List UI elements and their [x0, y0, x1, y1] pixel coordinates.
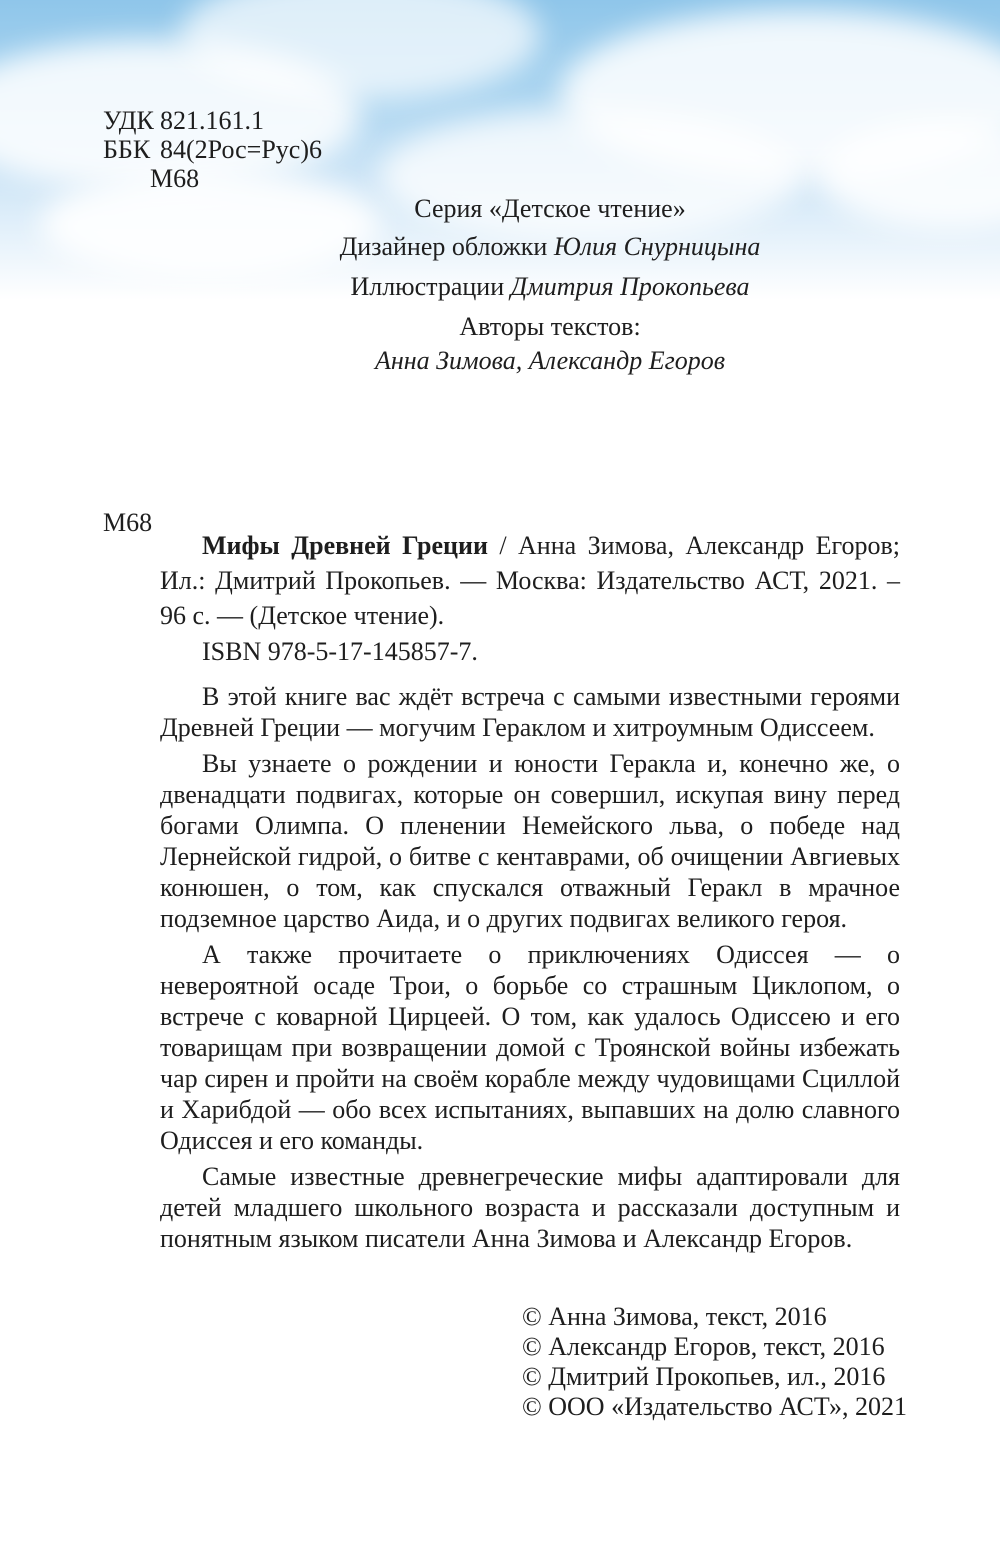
- copyright-line: © Дмитрий Прокопьев, ил., 2016: [522, 1362, 886, 1391]
- copyright-line: © Анна Зимова, текст, 2016: [522, 1302, 827, 1331]
- bibliographic-details: / Анна Зимова, Александр Егоров; Ил.: Дмитрий Прокопьев. — Москва: Издательство АСТ, 2021. – 96 с. — (Детское чтение).: [160, 531, 900, 630]
- abstract: [160, 681, 900, 1259]
- illustrator-name: Дмитрия Прокопьева: [510, 272, 750, 301]
- udk-label: УДК: [103, 106, 154, 135]
- copyright-line: © Александр Егоров, текст, 2016: [522, 1332, 885, 1361]
- author-mark-bibliography: М68: [103, 508, 153, 537]
- authors-label: Авторы текстов:: [459, 312, 641, 341]
- abstract-paragraph: Вы узнаете о рождении и юности Геракла и, конечно же, о двенадцати подвигах, которые он совершил, искупая вину перед богами Олимпа. О пленении Немейского льва, о победе над Лернейской гидрой, о битве с кентаврами, об очищении Авгиевых конюшен, о том, как спускался отважный Геракл в мрачное подземное царство Аида, и о других подвигах великого героя.: [160, 749, 900, 933]
- book-title: Мифы Древней Греции: [202, 531, 488, 560]
- abstract-paragraph: Самые известные древнегреческие мифы адаптировали для детей младшего школьного возраста и рассказали доступным и понятным языком писатели Анна Зимова и Александр Егоров.: [160, 1162, 900, 1253]
- cloud: [40, 170, 380, 280]
- cover-designer-name: Юлия Снурницына: [553, 232, 761, 261]
- cover-designer-label: Дизайнер обложки: [339, 232, 548, 261]
- series-line: Серия «Детское чтение»: [414, 194, 686, 223]
- bbk-value: 84(2Рос=Рус)6: [160, 135, 322, 164]
- isbn: ISBN 978-5-17-145857-7.: [202, 637, 478, 666]
- authors-names: Анна Зимова, Александр Егоров: [374, 346, 726, 375]
- abstract-paragraph: В этой книге вас ждёт встреча с самыми известными героями Древней Греции — могучим Гераклом и хитроумным Одиссеем.: [160, 682, 900, 742]
- udk-value: 821.161.1: [160, 106, 264, 135]
- illustrations-line: [200, 272, 900, 302]
- bbk-label: ББК: [103, 135, 151, 164]
- abstract-paragraph: А также прочитаете о приключениях Одиссея — о невероятной осаде Трои, о борьбе со страшным Циклопом, о встрече с коварной Цирцеей. О том, как удалось Одиссею и его товарищам при возвращении домой с Троянской войны избежать чар сирен и пройти на своём корабле между чудовищами Сциллой и Харибдой — обо всех испытаниях, выпавших на долю славного Одиссея и его команды.: [160, 940, 900, 1155]
- copyright-block: [522, 1302, 907, 1422]
- author-mark-top: М68: [150, 164, 200, 193]
- illustrations-label: Иллюстрации: [350, 272, 505, 301]
- copyright-line: © ООО «Издательство АСТ», 2021: [522, 1392, 908, 1421]
- cover-designer-line: [200, 232, 900, 262]
- bibliographic-record: [160, 528, 900, 633]
